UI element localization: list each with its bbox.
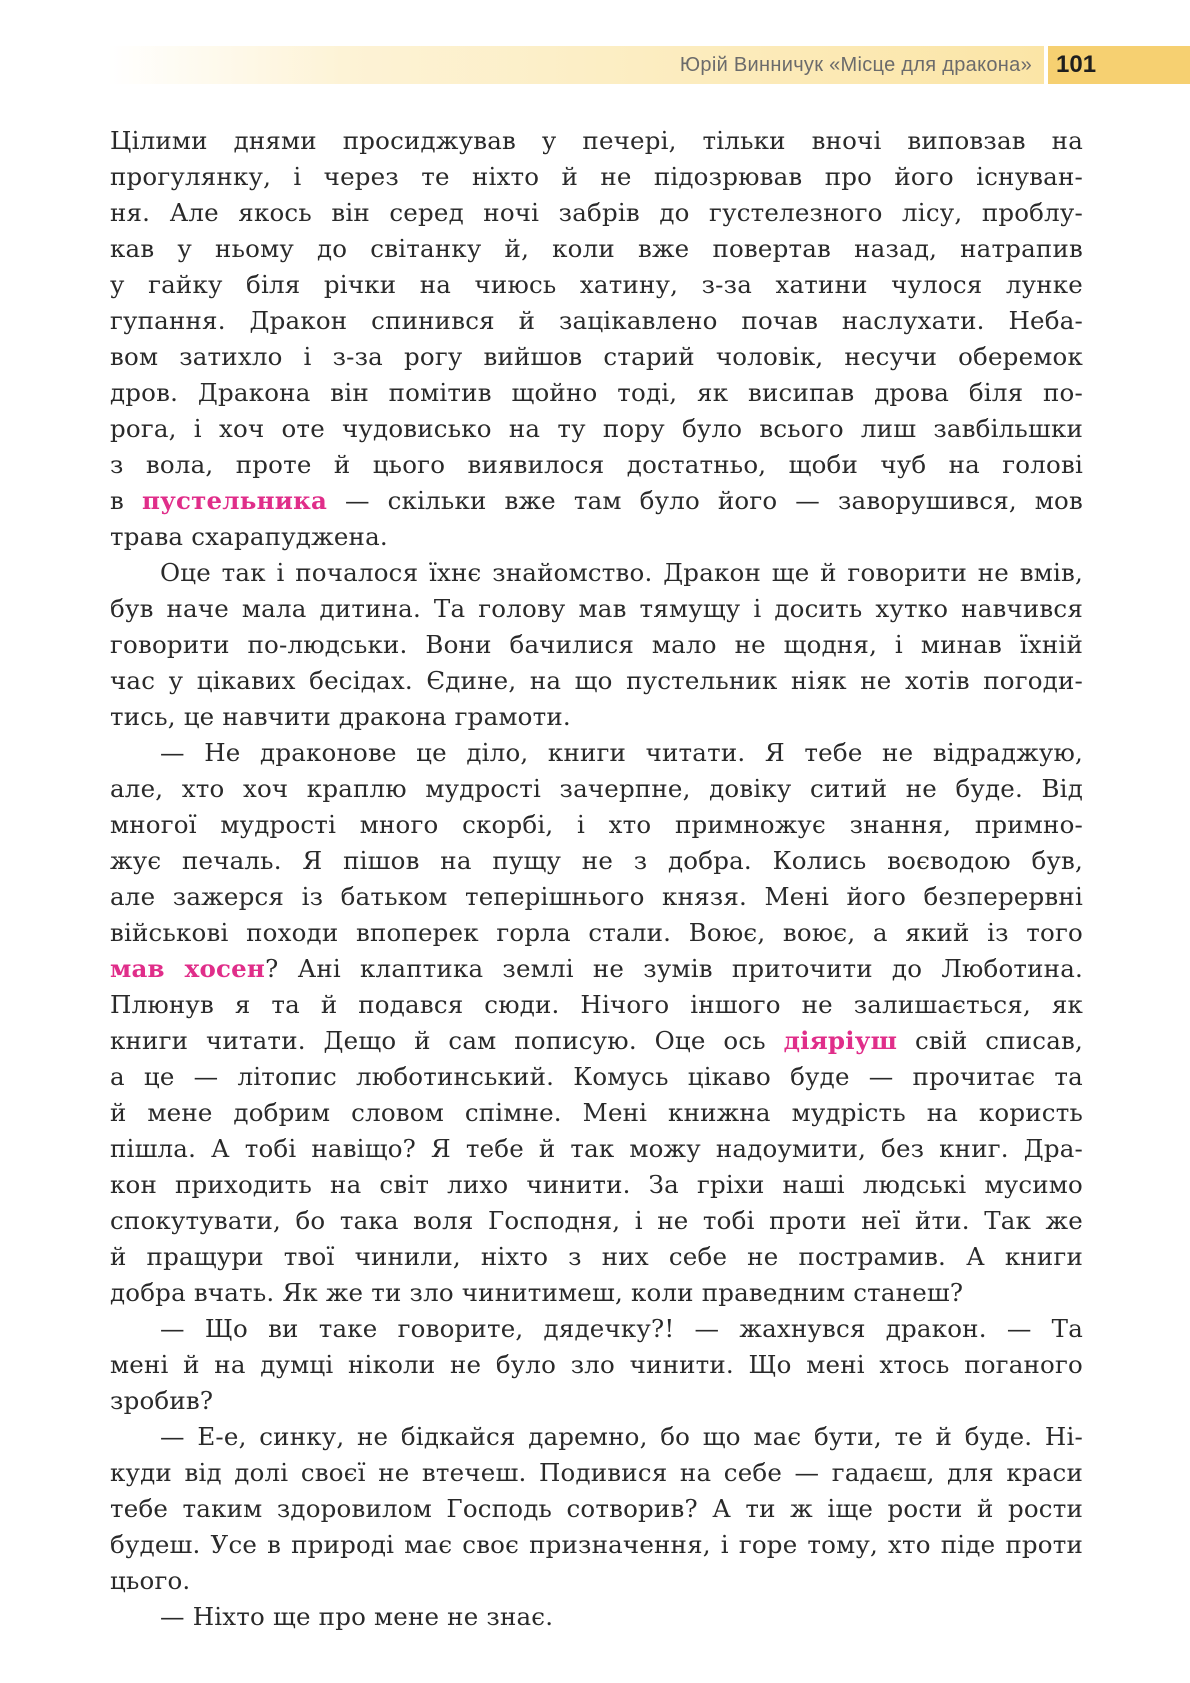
text-line: [110, 555, 1083, 591]
text-run: — скільки вже там було його — заворушився, мов: [327, 486, 1083, 515]
text-run: ня. Але якось він серед ночі забрів до густелезного лісу, проблу-: [110, 198, 1083, 227]
text-line: [110, 699, 1083, 735]
page-number-box: [1048, 46, 1190, 84]
text-run: свій списав,: [897, 1026, 1083, 1055]
text-line: [110, 663, 1083, 699]
text-run: книги читати. Дещо й сам пописую. Оце ось: [110, 1026, 784, 1055]
text-run: рога, і хоч оте чудовисько на ту пору було всього лиш завбільшки: [110, 414, 1083, 443]
text-line: [110, 591, 1083, 627]
text-line: [110, 1311, 1083, 1347]
text-line: [110, 231, 1083, 267]
text-line: [110, 519, 1083, 555]
text-body: [110, 123, 1083, 1635]
text-line: [110, 1095, 1083, 1131]
text-run: з вола, проте й цього виявилося достатньо, щоби чуб на голові: [110, 450, 1083, 479]
text-line: [110, 807, 1083, 843]
text-run: добра вчать. Як же ти зло чинитимеш, коли праведним станеш?: [110, 1278, 964, 1307]
text-run: але зажерся із батьком теперішнього князя. Мені його безперервні: [110, 882, 1083, 911]
text-run: цього.: [110, 1566, 191, 1595]
text-line: [110, 951, 1083, 987]
glossary-term: діяріуш: [783, 1026, 898, 1055]
text-run: куди від долі своєї не втечеш. Подивися на себе — гадаєш, для краси: [110, 1458, 1083, 1487]
text-line: [110, 735, 1083, 771]
text-run: говорити по-людськи. Вони бачилися мало не щодня, і минав їхній: [110, 630, 1083, 659]
text-run: Плюнув я та й подався сюди. Нічого іншого не залишається, як: [110, 990, 1083, 1019]
text-run: кон приходить на світ лихо чинити. За гріхи наші людські мусимо: [110, 1170, 1083, 1199]
text-run: спокутувати, бо така воля Господня, і не тобі проти неї йти. Так же: [110, 1206, 1083, 1235]
text-line: [110, 1491, 1083, 1527]
text-line: [110, 1347, 1083, 1383]
text-line: [110, 1527, 1083, 1563]
text-run: зробив?: [110, 1386, 214, 1415]
text-run: був наче мала дитина. Та голову мав тямущу і досить хутко навчився: [110, 594, 1083, 623]
text-run: тись, це навчити дракона грамоти.: [110, 702, 571, 731]
glossary-term: пустельника: [141, 486, 328, 515]
text-line: [110, 339, 1083, 375]
text-line: [110, 1023, 1083, 1059]
text-run: прогулянку, і через те ніхто й не підозрював про його існуван-: [110, 162, 1083, 191]
text-line: [110, 627, 1083, 663]
text-line: [110, 1275, 1083, 1311]
text-run: — Е-е, синку, не бідкайся даремно, бо що має бути, те й буде. Ні-: [160, 1422, 1083, 1451]
text-run: але, хто хоч краплю мудрості зачерпне, довіку ситий не буде. Від: [110, 774, 1083, 803]
text-line: [110, 1455, 1083, 1491]
text-run: — Ніхто ще про мене не знає.: [160, 1602, 554, 1631]
text-run: дров. Дракона він помітив щойно тоді, як висипав дрова біля по-: [110, 378, 1083, 407]
text-line: [110, 447, 1083, 483]
text-line: [110, 1167, 1083, 1203]
text-line: [110, 411, 1083, 447]
text-line: [110, 1419, 1083, 1455]
text-run: тебе таким здоровилом Господь сотворив? А ти ж іще рости й рости: [110, 1494, 1083, 1523]
text-line: [110, 1131, 1083, 1167]
text-line: [110, 1599, 1083, 1635]
text-line: [110, 1239, 1083, 1275]
text-line: [110, 123, 1083, 159]
text-run: ? Ані клаптика землі не зумів приточити до Люботина.: [265, 954, 1083, 983]
text-line: [110, 303, 1083, 339]
running-header-title: Юрій Винничук «Місце для дракона»: [679, 54, 1032, 76]
text-line: [110, 483, 1083, 519]
text-run: час у цікавих бесідах. Єдине, на що пустельник ніяк не хотів погоди-: [110, 666, 1083, 695]
text-run: жує печаль. Я пішов на пущу не з добра. Колись воєводою був,: [110, 846, 1083, 875]
text-run: й пращури твої чинили, ніхто з них себе не пострамив. А книги: [110, 1242, 1083, 1271]
text-run: кав у ньому до світанку й, коли вже повертав назад, натрапив: [110, 234, 1083, 263]
text-run: гупання. Дракон спинився й зацікавлено почав наслухати. Неба-: [110, 306, 1083, 335]
text-line: [110, 915, 1083, 951]
text-line: [110, 843, 1083, 879]
page-number: 101: [1056, 51, 1097, 78]
text-run: Оце так і почалося їхнє знайомство. Дракон ще й говорити не вмів,: [160, 558, 1083, 587]
text-run: мені й на думці ніколи не було зло чинити. Що мені хтось поганого: [110, 1350, 1083, 1379]
text-line: [110, 879, 1083, 915]
text-run: Цілими днями просиджував у печері, тільки вночі виповзав на: [110, 126, 1083, 155]
text-run: будеш. Усе в природі має своє призначення, і горе тому, хто піде проти: [110, 1530, 1083, 1559]
text-line: [110, 159, 1083, 195]
text-line: [110, 1059, 1083, 1095]
text-run: пішла. А тобі навіщо? Я тебе й так можу надоумити, без книг. Дра-: [110, 1134, 1083, 1163]
text-line: [110, 1383, 1083, 1419]
text-line: [110, 987, 1083, 1023]
text-line: [110, 1203, 1083, 1239]
text-run: військові походи впоперек горла стали. Воює, воює, а який із того: [110, 918, 1083, 947]
text-line: [110, 195, 1083, 231]
running-header: [108, 46, 1044, 84]
text-line: [110, 375, 1083, 411]
text-run: в: [110, 486, 142, 515]
text-run: вом затихло і з-за рогу вийшов старий чоловік, несучи оберемок: [110, 342, 1083, 371]
text-run: а це — літопис люботинський. Комусь цікаво буде — прочитає та: [110, 1062, 1083, 1091]
text-run: многої мудрості много скорбі, і хто примножує знання, примно-: [110, 810, 1083, 839]
text-run: — Не драконове це діло, книги читати. Я тебе не відраджую,: [160, 738, 1083, 767]
text-run: й мене добрим словом спімне. Мені книжна мудрість на користь: [110, 1098, 1083, 1127]
text-run: трава схарапуджена.: [110, 522, 388, 551]
text-run: — Що ви таке говорите, дядечку?! — жахнувся дракон. — Та: [160, 1314, 1083, 1343]
text-run: у гайку біля річки на чиюсь хатину, з-за хатини чулося лунке: [110, 270, 1083, 299]
glossary-term: мав хосен: [110, 954, 266, 983]
text-line: [110, 771, 1083, 807]
text-line: [110, 267, 1083, 303]
text-line: [110, 1563, 1083, 1599]
